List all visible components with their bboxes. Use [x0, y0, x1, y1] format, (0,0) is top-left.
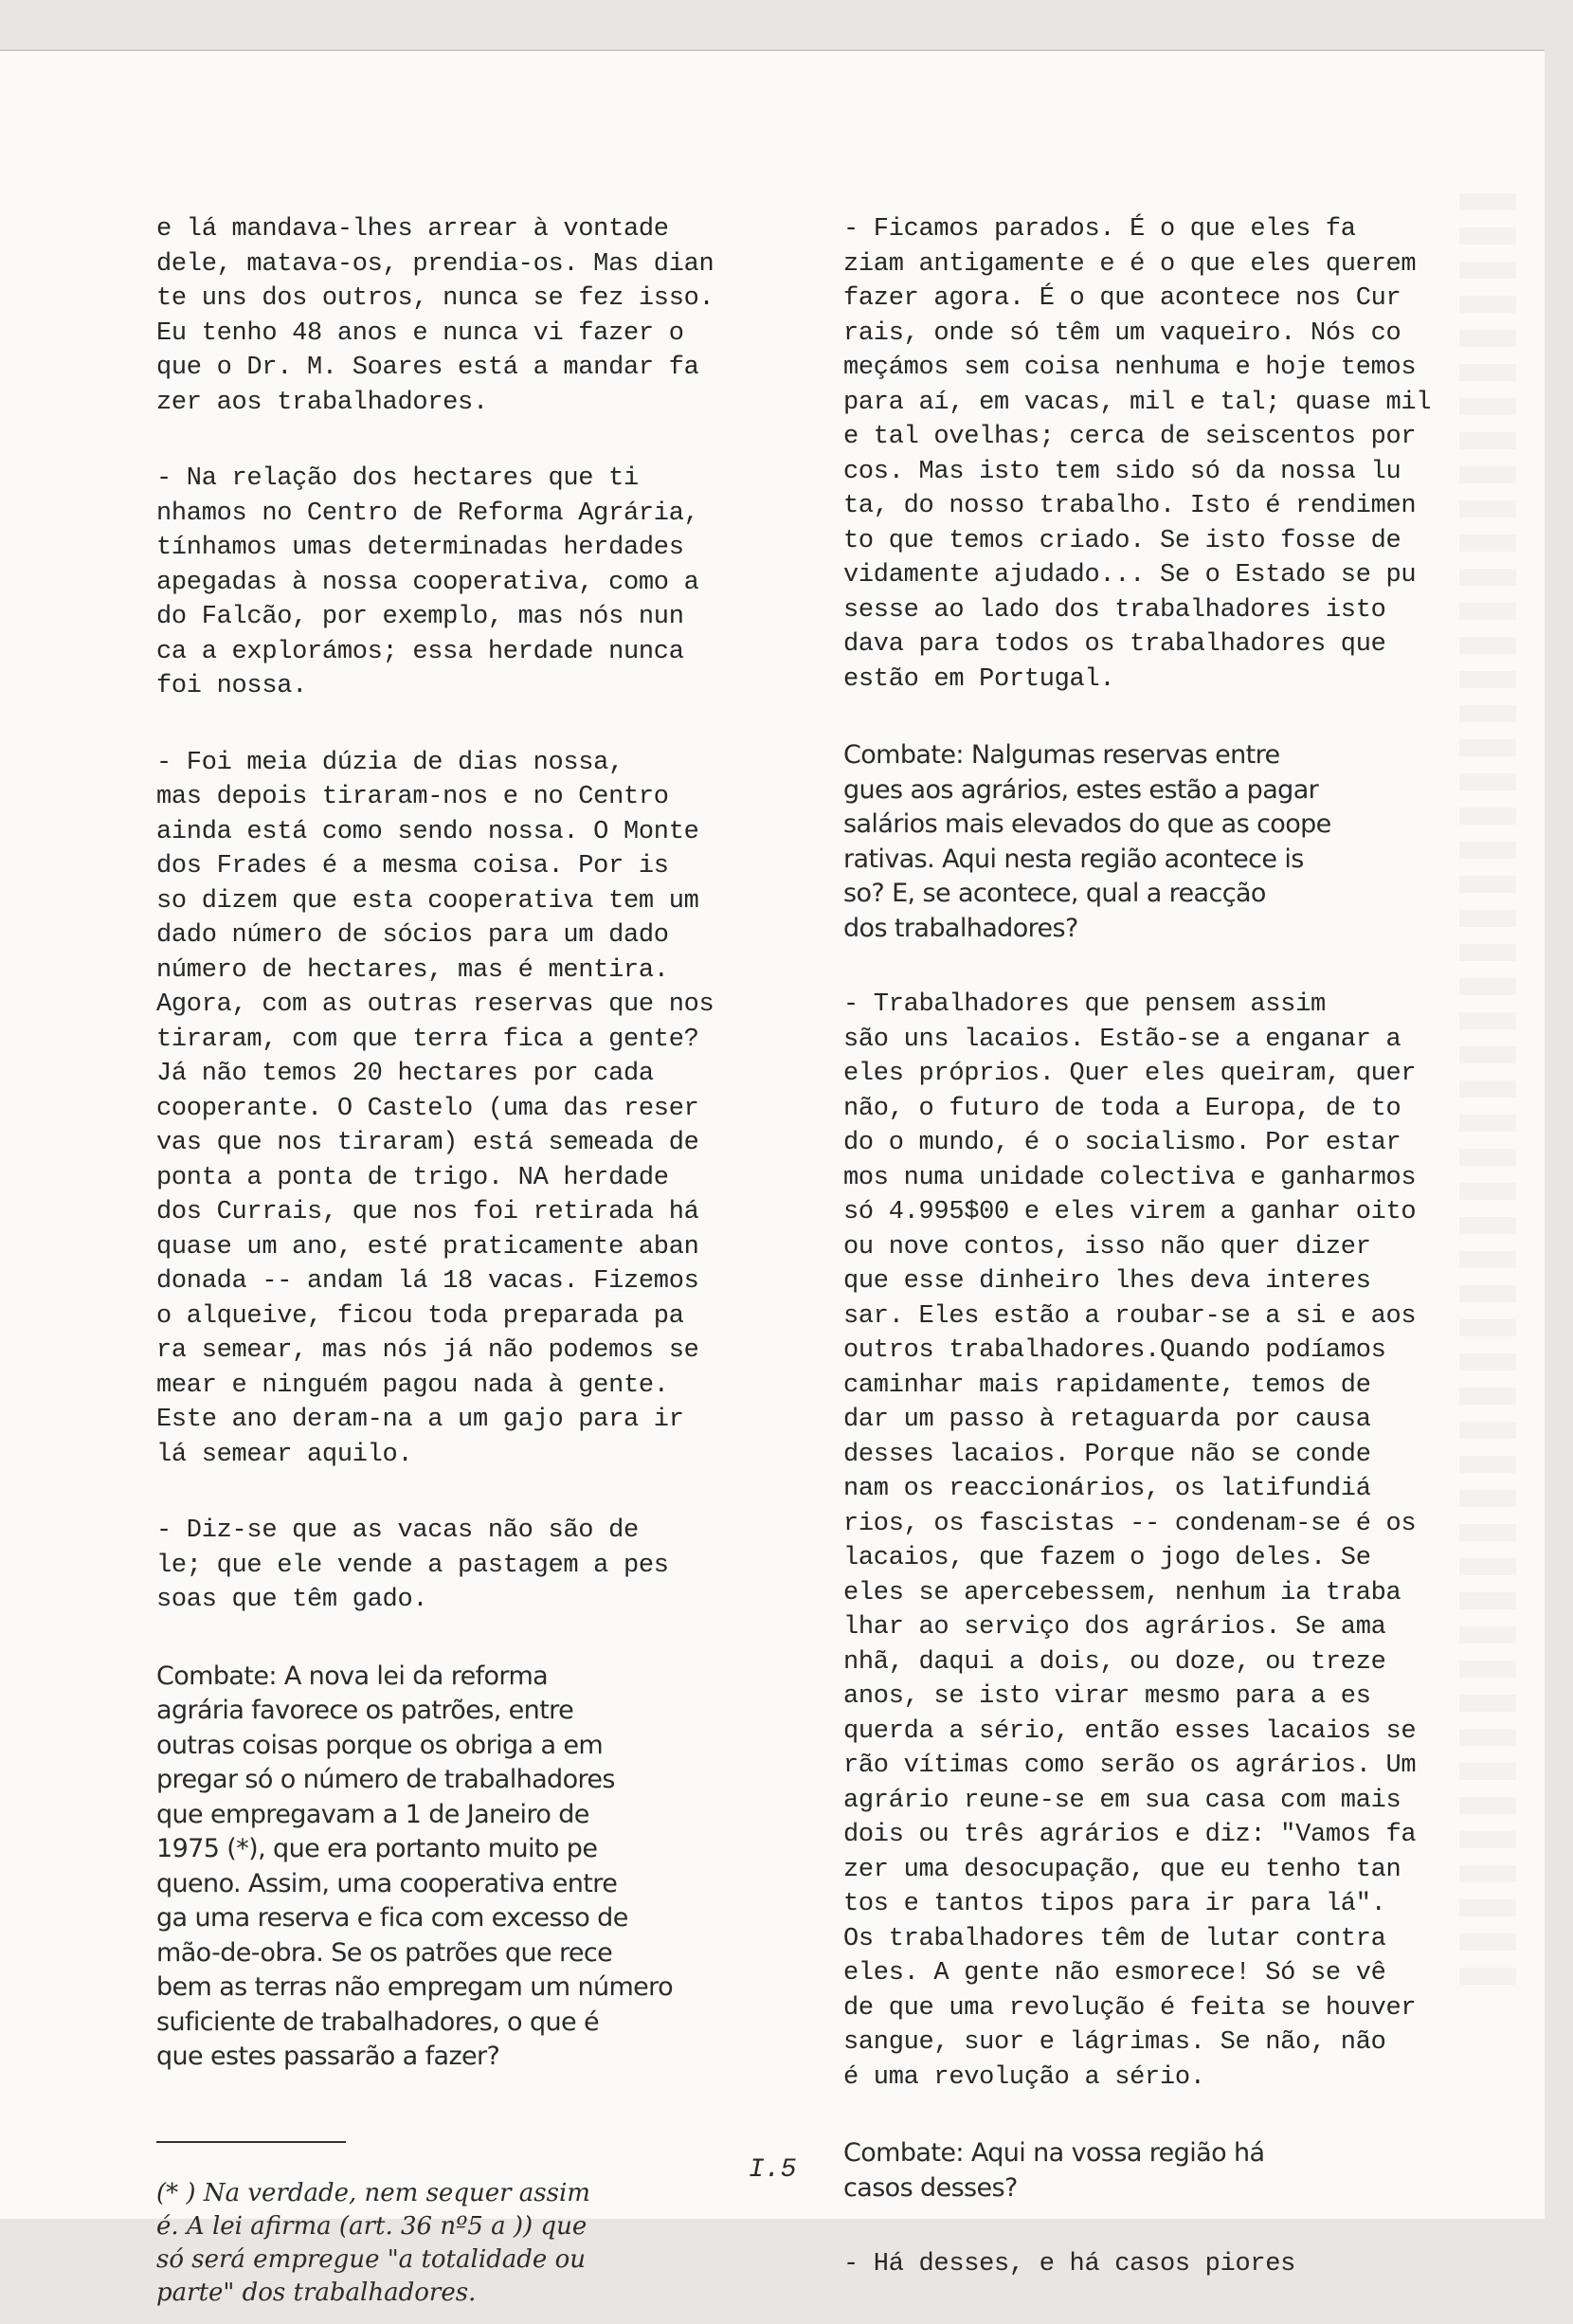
interviewer-question: Combate: Nalgumas reservas entre gues aos agrários, estes estão a pagar salários mais elevados do que as coope rativas. Aqui nesta região acontece is so? E, se acontece, qual a reacção dos trabalhadores? — [843, 740, 1331, 943]
interview-answer: - Trabalhadores que pensem assim são uns lacaios. Estão-se a enganar a eles próprios. Quer eles queiram, quer não, o futuro de toda a Europa, de to do o mundo, é o socialismo. Por estar mos numa unidade colectiva e ganharmos só 4.995$00 e eles virem a ganhar oito ou nove contos, isso não quer dizer que esse dinheiro lhes deva interes sar. Eles estão a roubar-se a si e aos outros trabalhadores.Quando podíamos caminhar mais rapidamente, temos de dar um passo à retaguarda por causa desses lacaios. Porque não se conde nam os reaccionários, os latifundiá rios, os fascistas -- condenam-se é os lacaios, que fazem o jogo deles. Se eles se apercebessem, nenhum ia traba lhar ao serviço dos agrários. Se ama nhã, daqui a dois, ou doze, ou treze anos, se isto virar mesmo para a es querda a sério, então esses lacaios se rão vítimas como serão os agrários. Um agrário reune-se em sua casa com mais dois ou três agrários e diz: "Vamos fa zer uma desocupação, que eu tenho tan tos e tantos tipos para ir para lá". Os trabalhadores têm de lutar contra eles. A gente não esmorece! Só se vê de que uma revolução é feita se houver sangue, suor e lágrimas. Se não, não é uma revolução a sério. — [843, 990, 1417, 2092]
document-page — [0, 49, 1545, 2307]
left-column — [156, 212, 772, 2310]
interview-answer: - Ficamos parados. É o que eles fa ziam antigamente e é o que eles querem fazer agora. É o que acontece nos Cur rais, onde só têm um vaqueiro. Nós co meçámos sem coisa nenhuma e hoje temos para aí, em vacas, mil e tal; quase mil e tal ovelhas; cerca de seiscentos por cos. Mas isto tem sido só da nossa lu ta, do nosso trabalho. Isto é rendimen to que temos criado. Se isto fosse de vidamente ajudado... Se o Estado se pu sesse ao lado dos trabalhadores isto dava para todos os trabalhadores que estão em Portugal. — [843, 215, 1432, 694]
interview-answer: - Foi meia dúzia de dias nossa, mas depois tiraram-nos e no Centro ainda está como sendo nossa. O Monte dos Frades é a mesma coisa. Por is so dizem que esta cooperativa tem um dado número de sócios para um dado número de hectares, mas é mentira. Agora, com as outras reservas que nos tiraram, com que terra fica a gente? Já não temos 20 hectares por cada cooperante. O Castelo (uma das reser vas que nos tiraram) está semeada de ponta a ponta de trigo. NA herdade dos Currais, que nos foi retirada há quase um ano, esté praticamente aban donada -- andam lá 18 vacas. Fizemos o alqueive, ficou toda preparada pa ra semear, mas nós já não podemos se mear e ninguém pagou nada à gente. Este ano deram-na a um gajo para ir lá semear aquilo. — [156, 748, 714, 1469]
page-number: I.5 — [749, 2155, 797, 2185]
right-column — [843, 212, 1459, 2324]
interview-answer: e lá mandava-lhes arrear à vontade dele, matava-os, prendia-os. Mas dian te uns dos outros, nunca se fez isso. Eu tenho 48 anos e nunca vi fazer o que o Dr. M. Soares está a mandar fa zer aos trabalhadores. — [156, 215, 714, 417]
interview-answer: - Na relação dos hectares que ti nhamos no Centro de Reforma Agrária, tínhamos umas determinadas herdades apegadas à nossa cooperativa, como a do Falcão, por exemplo, mas nós nun ca a explorámos; essa herdade nunca foi nossa. — [156, 464, 699, 700]
footnote: (* ) Na verdade, nem sequer assim é. A lei afirma (art. 36 nº5 a )) que só será empregue "a totalidade ou parte" dos trabalhadores. — [156, 2178, 590, 2307]
page-edge-shadow — [1459, 193, 1516, 1994]
interview-answer: - Há desses, e há casos piores — [843, 2250, 1296, 2279]
interviewer-question: Combate: A nova lei da reforma agrária favorece os patrões, entre outras coisas porque os obriga a em pregar só o número de trabalhadores que empregavam a 1 de Janeiro de 1975 (*), que era portanto muito pe queno. Assim, uma cooperativa entre ga uma reserva e fica com excesso de mão-de-obra. Se os patrões que rece bem as terras não empregam um número suficiente de trabalhadores, o que é que estes passarão a fazer? — [156, 1661, 674, 2071]
footnote-separator — [156, 2141, 346, 2143]
interviewer-question: Combate: Aqui na vossa região há casos desses? — [843, 2138, 1265, 2203]
interview-answer: - Diz-se que as vacas não são de le; que ele vende a pastagem a pes soas que têm gado. — [156, 1516, 669, 1614]
